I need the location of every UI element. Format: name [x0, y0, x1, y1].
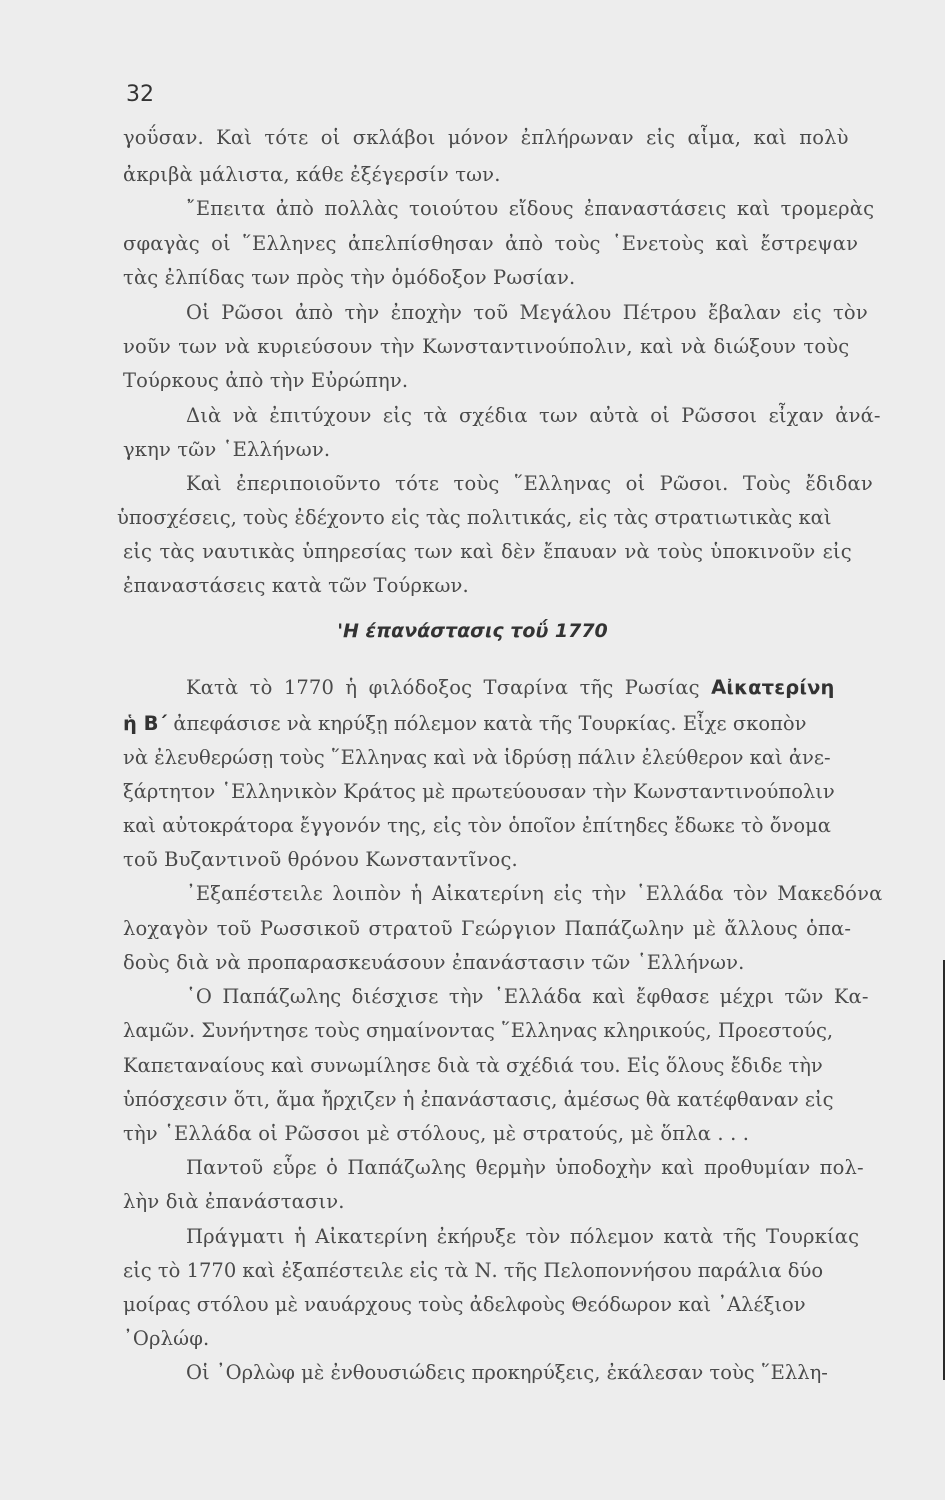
text-line: νὰ ἐλευθερώσῃ τοὺς ῞Ελληνας καὶ νὰ ἱδρύσῃ πάλιν ἐλεύθερον καὶ ἀνε-: [123, 746, 831, 769]
text-line: εἰς τὸ 1770 καὶ ἐξαπέστειλε εἰς τὰ Ν. τῆς Πελοποννήσου παράλια δύο: [123, 1259, 824, 1282]
text-line: Οἱ ᾿Ορλὼφ μὲ ἐνθουσιώδεις προκηρύξεις, ἐκάλεσαν τοὺς ῞Ελλη-: [186, 1361, 828, 1384]
text-line: λὴν διὰ ἐπανάστασιν.: [123, 1190, 345, 1213]
text-line: δοὺς διὰ νὰ προπαρασκευάσουν ἐπανάστασιν τῶν ῾Ελλήνων.: [123, 951, 745, 974]
text-segment-bold: ἡ Β΄: [123, 712, 168, 735]
text-line: Καὶ ἐπεριποιοῦντο τότε τοὺς ῞Ελληνας οἱ Ρῶσοι. Τοὺς ἔδιδαν: [186, 472, 873, 495]
text-line: τὴν ῾Ελλάδα οἱ Ρῶσσοι μὲ στόλους, μὲ στρατούς, μὲ ὅπλα . . .: [123, 1122, 750, 1145]
text-line: ῎Επειτα ἀπὸ πολλὰς τοιούτου εἴδους ἐπαναστάσεις καὶ τρομερὰς: [186, 197, 875, 220]
text-line: τοῦ Βυζαντινοῦ θρόνου Κωνσταντῖνος.: [123, 848, 518, 871]
page-number: 32: [126, 82, 154, 107]
text-line: ἀκριβὰ μάλιστα, κάθε ἐξέγερσίν των.: [123, 163, 501, 186]
text-line: γκην τῶν ῾Ελλήνων.: [123, 438, 331, 461]
text-line: ὑπόσχεσιν ὅτι, ἅμα ἤρχιζεν ἡ ἐπανάστασις, ἀμέσως θὰ κατέφθαναν εἰς: [123, 1088, 834, 1111]
text-line: ῾Ο Παπάζωλης διέσχισε τὴν ῾Ελλάδα καὶ ἔφθασε μέχρι τῶν Κα-: [186, 985, 869, 1008]
text-line: Οἱ Ρῶσοι ἀπὸ τὴν ἐποχὴν τοῦ Μεγάλου Πέτρου ἔβαλαν εἰς τὸν: [186, 301, 868, 324]
text-line: σφαγὰς οἱ ῞Ελληνες ἀπελπίσθησαν ἀπὸ τοὺς ῾Ενετοὺς καὶ ἔστρεψαν: [123, 232, 859, 255]
text-line: [186, 676, 835, 700]
text-segment: Κατὰ τὸ 1770 ἡ φιλόδοξος Τσαρίνα τῆς Ρωσίας: [186, 676, 712, 699]
text-line: εἰς τὰς ναυτικὰς ὑπηρεσίας των καὶ δὲν ἔπαυαν νὰ τοὺς ὑποκινοῦν εἰς: [123, 540, 852, 563]
text-line: ἐπαναστάσεις κατὰ τῶν Τούρκων.: [123, 574, 469, 597]
text-line: ξάρτητον ῾Ελληνικὸν Κράτος μὲ πρωτεύουσαν τὴν Κωνσταντινούπολιν: [123, 780, 835, 803]
text-line: καὶ αὐτοκράτορα ἔγγονόν της, εἰς τὸν ὁποῖον ἐπίτηδες ἔδωκε τὸ ὄνομα: [123, 814, 831, 837]
text-line: μοίρας στόλου μὲ ναυάρχους τοὺς ἀδελφοὺς Θεόδωρον καὶ ᾿Αλέξιον: [123, 1293, 806, 1316]
text-line: λοχαγὸν τοῦ Ρωσσικοῦ στρατοῦ Γεώργιον Παπάζωλην μὲ ἄλλους ὁπα-: [123, 917, 852, 940]
text-line: Τούρκους ἀπὸ τὴν Εὐρώπην.: [123, 369, 409, 392]
text-line: Καπεταναίους καὶ συνωμίλησε διὰ τὰ σχέδιά του. Εἰς ὅλους ἔδιδε τὴν: [123, 1054, 823, 1077]
text-line: τὰς ἐλπίδας των πρὸς τὴν ὁμόδοξον Ρωσίαν.: [123, 266, 576, 289]
text-line: λαμῶν. Συνήντησε τοὺς σημαίνοντας ῞Ελληνας κληρικούς, Προεστούς,: [123, 1019, 834, 1042]
text-line: Διὰ νὰ ἐπιτύχουν εἰς τὰ σχέδια των αὐτὰ οἱ Ρῶσσοι εἶχαν ἀνά-: [186, 404, 881, 427]
text-line: νοῦν των νὰ κυριεύσουν τὴν Κωνσταντινούπολιν, καὶ νὰ διώξουν τοὺς: [123, 335, 850, 358]
section-heading: 'Η έπανάστασις τοΰ 1770: [337, 620, 608, 642]
text-line: γοΰσαν. Καὶ τότε οἱ σκλάβοι μόνον ἐπλήρωναν εἰς αἷμα, καὶ πολὺ: [123, 126, 849, 149]
text-segment-bold: Αἰκατερίνη: [711, 676, 835, 699]
text-line: [123, 712, 806, 736]
text-line: Πράγματι ἡ Αἰκατερίνη ἐκήρυξε τὸν πόλεμον κατὰ τῆς Τουρκίας: [186, 1225, 860, 1248]
text-line: Παντοῦ εὗρε ὁ Παπάζωλης θερμὴν ὑποδοχὴν καὶ προθυμίαν πολ-: [186, 1156, 864, 1179]
text-line: ᾿Εξαπέστειλε λοιπὸν ἡ Αἰκατερίνη εἰς τὴν ῾Ελλάδα τὸν Μακεδόνα: [186, 882, 883, 905]
text-line: ᾿Ορλώφ.: [123, 1327, 210, 1350]
text-segment: ἀπεφάσισε νὰ κηρύξῃ πόλεμον κατὰ τῆς Τουρκίας. Εἶχε σκοπὸν: [167, 712, 807, 735]
text-line: ὑποσχέσεις, τοὺς ἐδέχοντο εἰς τὰς πολιτικάς, εἰς τὰς στρατιωτικὰς καὶ: [117, 506, 832, 529]
